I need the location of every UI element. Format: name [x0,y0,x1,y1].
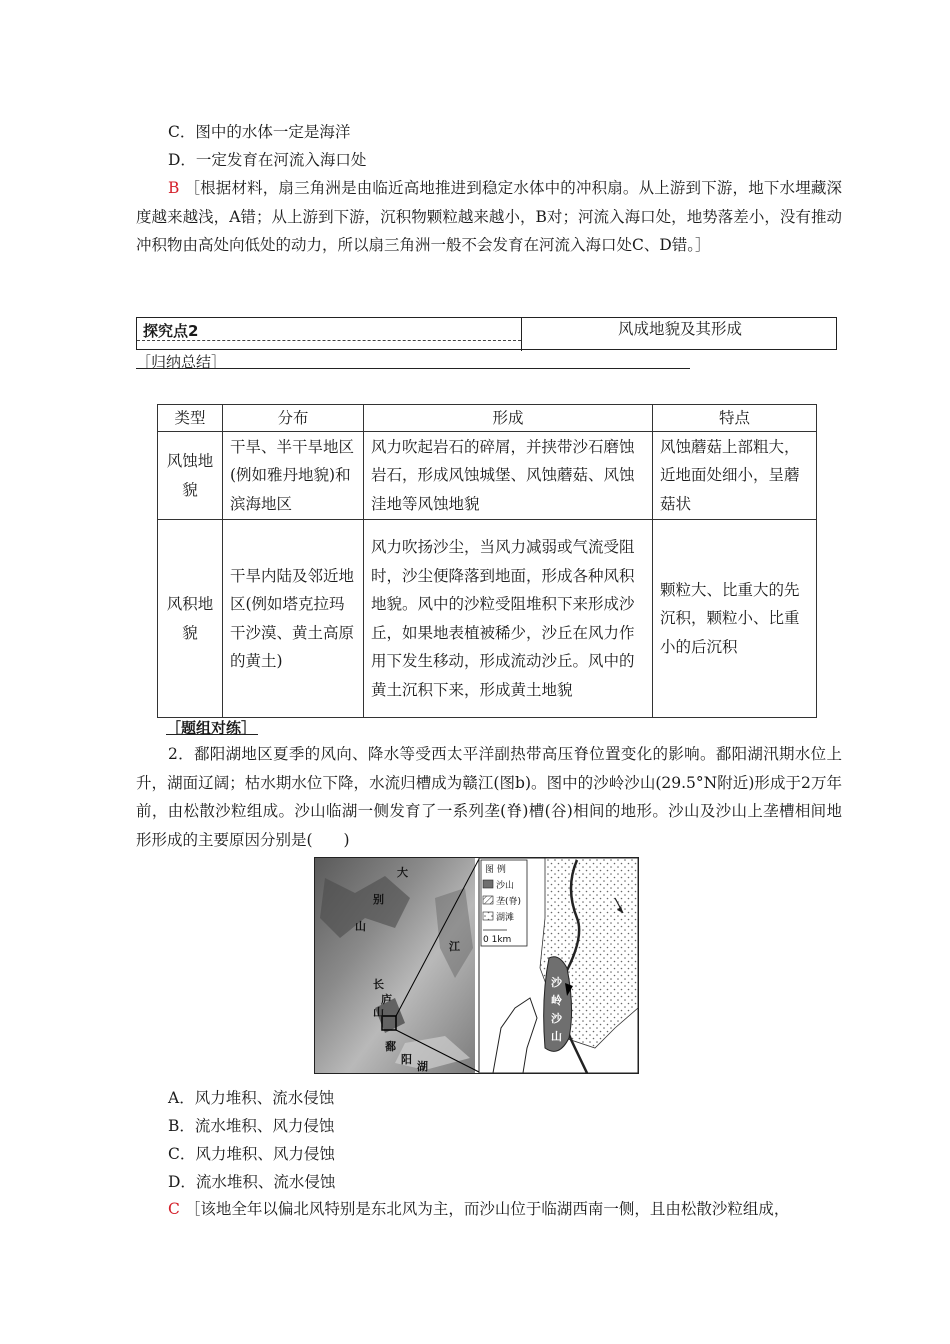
legend-beach: 湖滩 [496,913,515,923]
label-po: 鄱 [385,1040,396,1053]
cell-type: 风蚀地貌 [158,432,223,520]
header-formation: 形成 [364,405,653,432]
explanation-text: ［根据材料，扇三角洲是由临近高地推进到稳定水体中的冲积扇。从上游到下游，地下水埋藏深度越来越浅，A错；从上游到下游，沉积物颗粒越来越小，B对；河流入海口处，地势落差小，没有推动冲积物由高处向低处的动力，所以扇三角洲一般不会发育在河流入海口处C、D错。］ [136,179,842,254]
cell-type: 风积地貌 [158,520,223,718]
explanation-text: ［该地全年以偏北风特别是东北风为主，而沙山位于临湖西南一侧，且由松散沙粒组成， [184,1200,790,1218]
option-c: C．图中的水体一定是海洋 [168,123,351,141]
legend-ridge: 垄(脊) [496,897,522,907]
label-shan: 山 [355,920,366,933]
sand-label-1: 沙 [551,976,562,989]
sand-label-2: 岭 [551,994,562,1007]
option-a: A．风力堆积、流水侵蚀 [168,1089,335,1107]
table-header-row [158,405,817,432]
sand-label-3: 沙 [551,1012,562,1025]
section-header [136,317,837,350]
q2-stem: 2．鄱阳湖地区夏季的风向、降水等受西太平洋副热带高压脊位置变化的影响。鄱阳湖汛期水位上升，湖面辽阔；枯水期水位下降，水流归槽成为赣江(图b)。图中的沙岭沙山(29.5°N附近)形成于2万年前，由松散沙粒组成。沙山临湖一侧发育了一系列垄(脊)槽(谷)相间的地形。沙山及沙山上垄槽相间地形形成的主要原因分别是( ) [136,745,842,849]
map-svg [315,858,638,1073]
label-jiang: 江 [449,940,460,953]
cell-features: 风蚀蘑菇上部粗大，近地面处细小，呈蘑菇状 [653,432,817,520]
table-row [158,432,817,520]
option-d: D．一定发育在河流入海口处 [168,151,367,169]
header-features: 特点 [653,405,817,432]
label-shan2: 山 [373,1006,384,1019]
legend-scale: 0 1km [483,935,512,945]
q1-explanation [136,174,842,260]
sand-label-4: 山 [551,1030,562,1043]
practice-label: ［题组对练］ [166,719,257,737]
header-type: 类型 [158,405,223,432]
label-bie: 别 [373,893,384,906]
label-hu: 湖 [417,1060,428,1073]
cell-distribution: 干旱、半干旱地区(例如雅丹地貌)和滨海地区 [223,432,364,520]
table-row [158,520,817,718]
summary-underline [136,368,690,369]
legend-title: 图 例 [485,865,506,875]
label-chang: 长 [373,978,384,991]
cell-features: 颗粒大、比重大的先沉积，颗粒小、比重小的后沉积 [653,520,817,718]
map-figure [314,857,639,1074]
q2-explanation [136,1195,842,1224]
cell-distribution: 干旱内陆及邻近地区(例如塔克拉玛干沙漠、黄土高原的黄土) [223,520,364,718]
dashed-divider [137,340,521,341]
answer-letter: B [168,179,180,197]
practice-underline [166,734,258,735]
label-yang: 阳 [401,1053,412,1066]
section-label: 探究点2 [143,322,199,340]
legend-sand: 沙山 [496,881,515,891]
summary-label: ［归纳总结］ [136,353,227,371]
answer-letter: C [168,1200,180,1218]
option-b: B．流水堆积、风力侵蚀 [168,1117,335,1135]
option-d2: D．流水堆积、流水侵蚀 [168,1173,336,1191]
option-c2: C．风力堆积、风力侵蚀 [168,1145,335,1163]
label-da: 大 [397,866,408,879]
label-lu: 庐 [381,993,392,1006]
cell-formation: 风力吹扬沙尘，当风力减弱或气流受阻时，沙尘便降落到地面，形成各种风积地貌。风中的沙粒受阻堆积下来形成沙丘，如果地表植被稀少，沙丘在风力作用下发生移动，形成流动沙丘。风中的黄土沉积下来，形成黄土地貌 [364,520,653,718]
section-title: 风成地貌及其形成 [521,318,838,351]
header-distribution: 分布 [223,405,364,432]
landform-table [157,404,817,718]
cell-formation: 风力吹起岩石的碎屑，并挟带沙石磨蚀岩石，形成风蚀城堡、风蚀蘑菇、风蚀洼地等风蚀地貌 [364,432,653,520]
